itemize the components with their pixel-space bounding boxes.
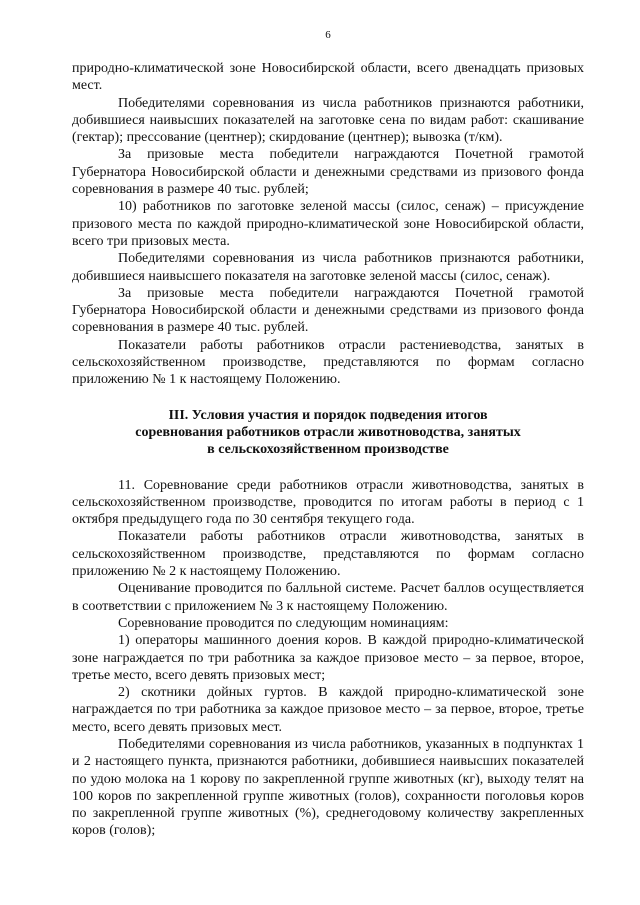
paragraph: За призовые места победители награждаются Почетной грамотой Губернатора Новосибирской области и денежными средствами из призового фонда соревнования в размере 40 тыс. рублей.	[72, 285, 584, 336]
paragraph: Показатели работы работников отрасли растениеводства, занятых в сельскохозяйственном производстве, представляются по формам согласно приложению № 1 к настоящему Положению.	[72, 337, 584, 388]
section-heading-line: III. Условия участия и порядок подведения итогов	[168, 407, 488, 423]
paragraph: Победителями соревнования из числа работников признаются работники, добившиеся наивысшего показателя на заготовке зеленой массы (силос, сенаж).	[72, 251, 584, 284]
paragraph: 10) работников по заготовке зеленой массы (силос, сенаж) – присуждение призового места по каждой природно-климатической зоне Новосибирской области, всего три призовых места.	[72, 199, 584, 249]
section-heading	[72, 407, 584, 459]
page-number: 6	[325, 29, 331, 41]
paragraph: 11. Соревнование среди работников отрасли животноводства, занятых в сельскохозяйственном производстве, проводится по итогам работы в период с 1 октября предыдущего года по 30 сентября текущего года.	[72, 477, 584, 528]
paragraph: природно-климатической зоне Новосибирской области, всего двенадцать призовых мест.	[72, 61, 584, 94]
paragraph: 1) операторы машинного доения коров. В каждой природно-климатической зоне награждается по три работника за каждое призовое место – за первое, второе, третье место, всего девять призовых мест;	[72, 633, 584, 683]
paragraph: Показатели работы работников отрасли животноводства, занятых в сельскохозяйственном производстве, представляются по формам согласно приложению № 2 к настоящему Положению.	[72, 529, 584, 580]
paragraph: Победителями соревнования из числа работников признаются работники, добившиеся наивысших показателей на заготовке сена по видам работ: скашивание (гектар); прессование (центнер); скирдование (центнер); вывозка (т/км).	[72, 95, 584, 146]
paragraph: За призовые места победители награждаются Почетной грамотой Губернатора Новосибирской области и денежными средствами из призового фонда соревнования в размере 40 тыс. рублей;	[72, 147, 584, 198]
section-heading-line: в сельскохозяйственном производстве	[207, 442, 449, 458]
paragraph: Оценивание проводится по балльной системе. Расчет баллов осуществляется в соответствии с приложением № 3 к настоящему Положению.	[72, 581, 584, 614]
paragraph: Победителями соревнования из числа работников, указанных в подпунктах 1 и 2 настоящего пункта, признаются работники, добившиеся наивысших показателей по удою молока на 1 корову по закрепленной группе животных (кг), выходу телят на 100 коров по закрепленной группе животных (голов), сохранности поголовья коров по закрепленной группе животных (%), среднегодовому количеству закрепленных коров (голов);	[72, 736, 584, 839]
body-text-after-heading	[72, 477, 584, 840]
paragraph: 2) скотники дойных гуртов. В каждой природно-климатической зоне награждается по три работника за каждое призовое место – за первое, второе, третье место, всего девять призовых мест.	[72, 685, 584, 735]
body-text-before-heading	[72, 60, 584, 389]
paragraph: Соревнование проводится по следующим номинациям:	[118, 615, 449, 631]
section-heading-line: соревнования работников отрасли животноводства, занятых	[135, 424, 521, 440]
